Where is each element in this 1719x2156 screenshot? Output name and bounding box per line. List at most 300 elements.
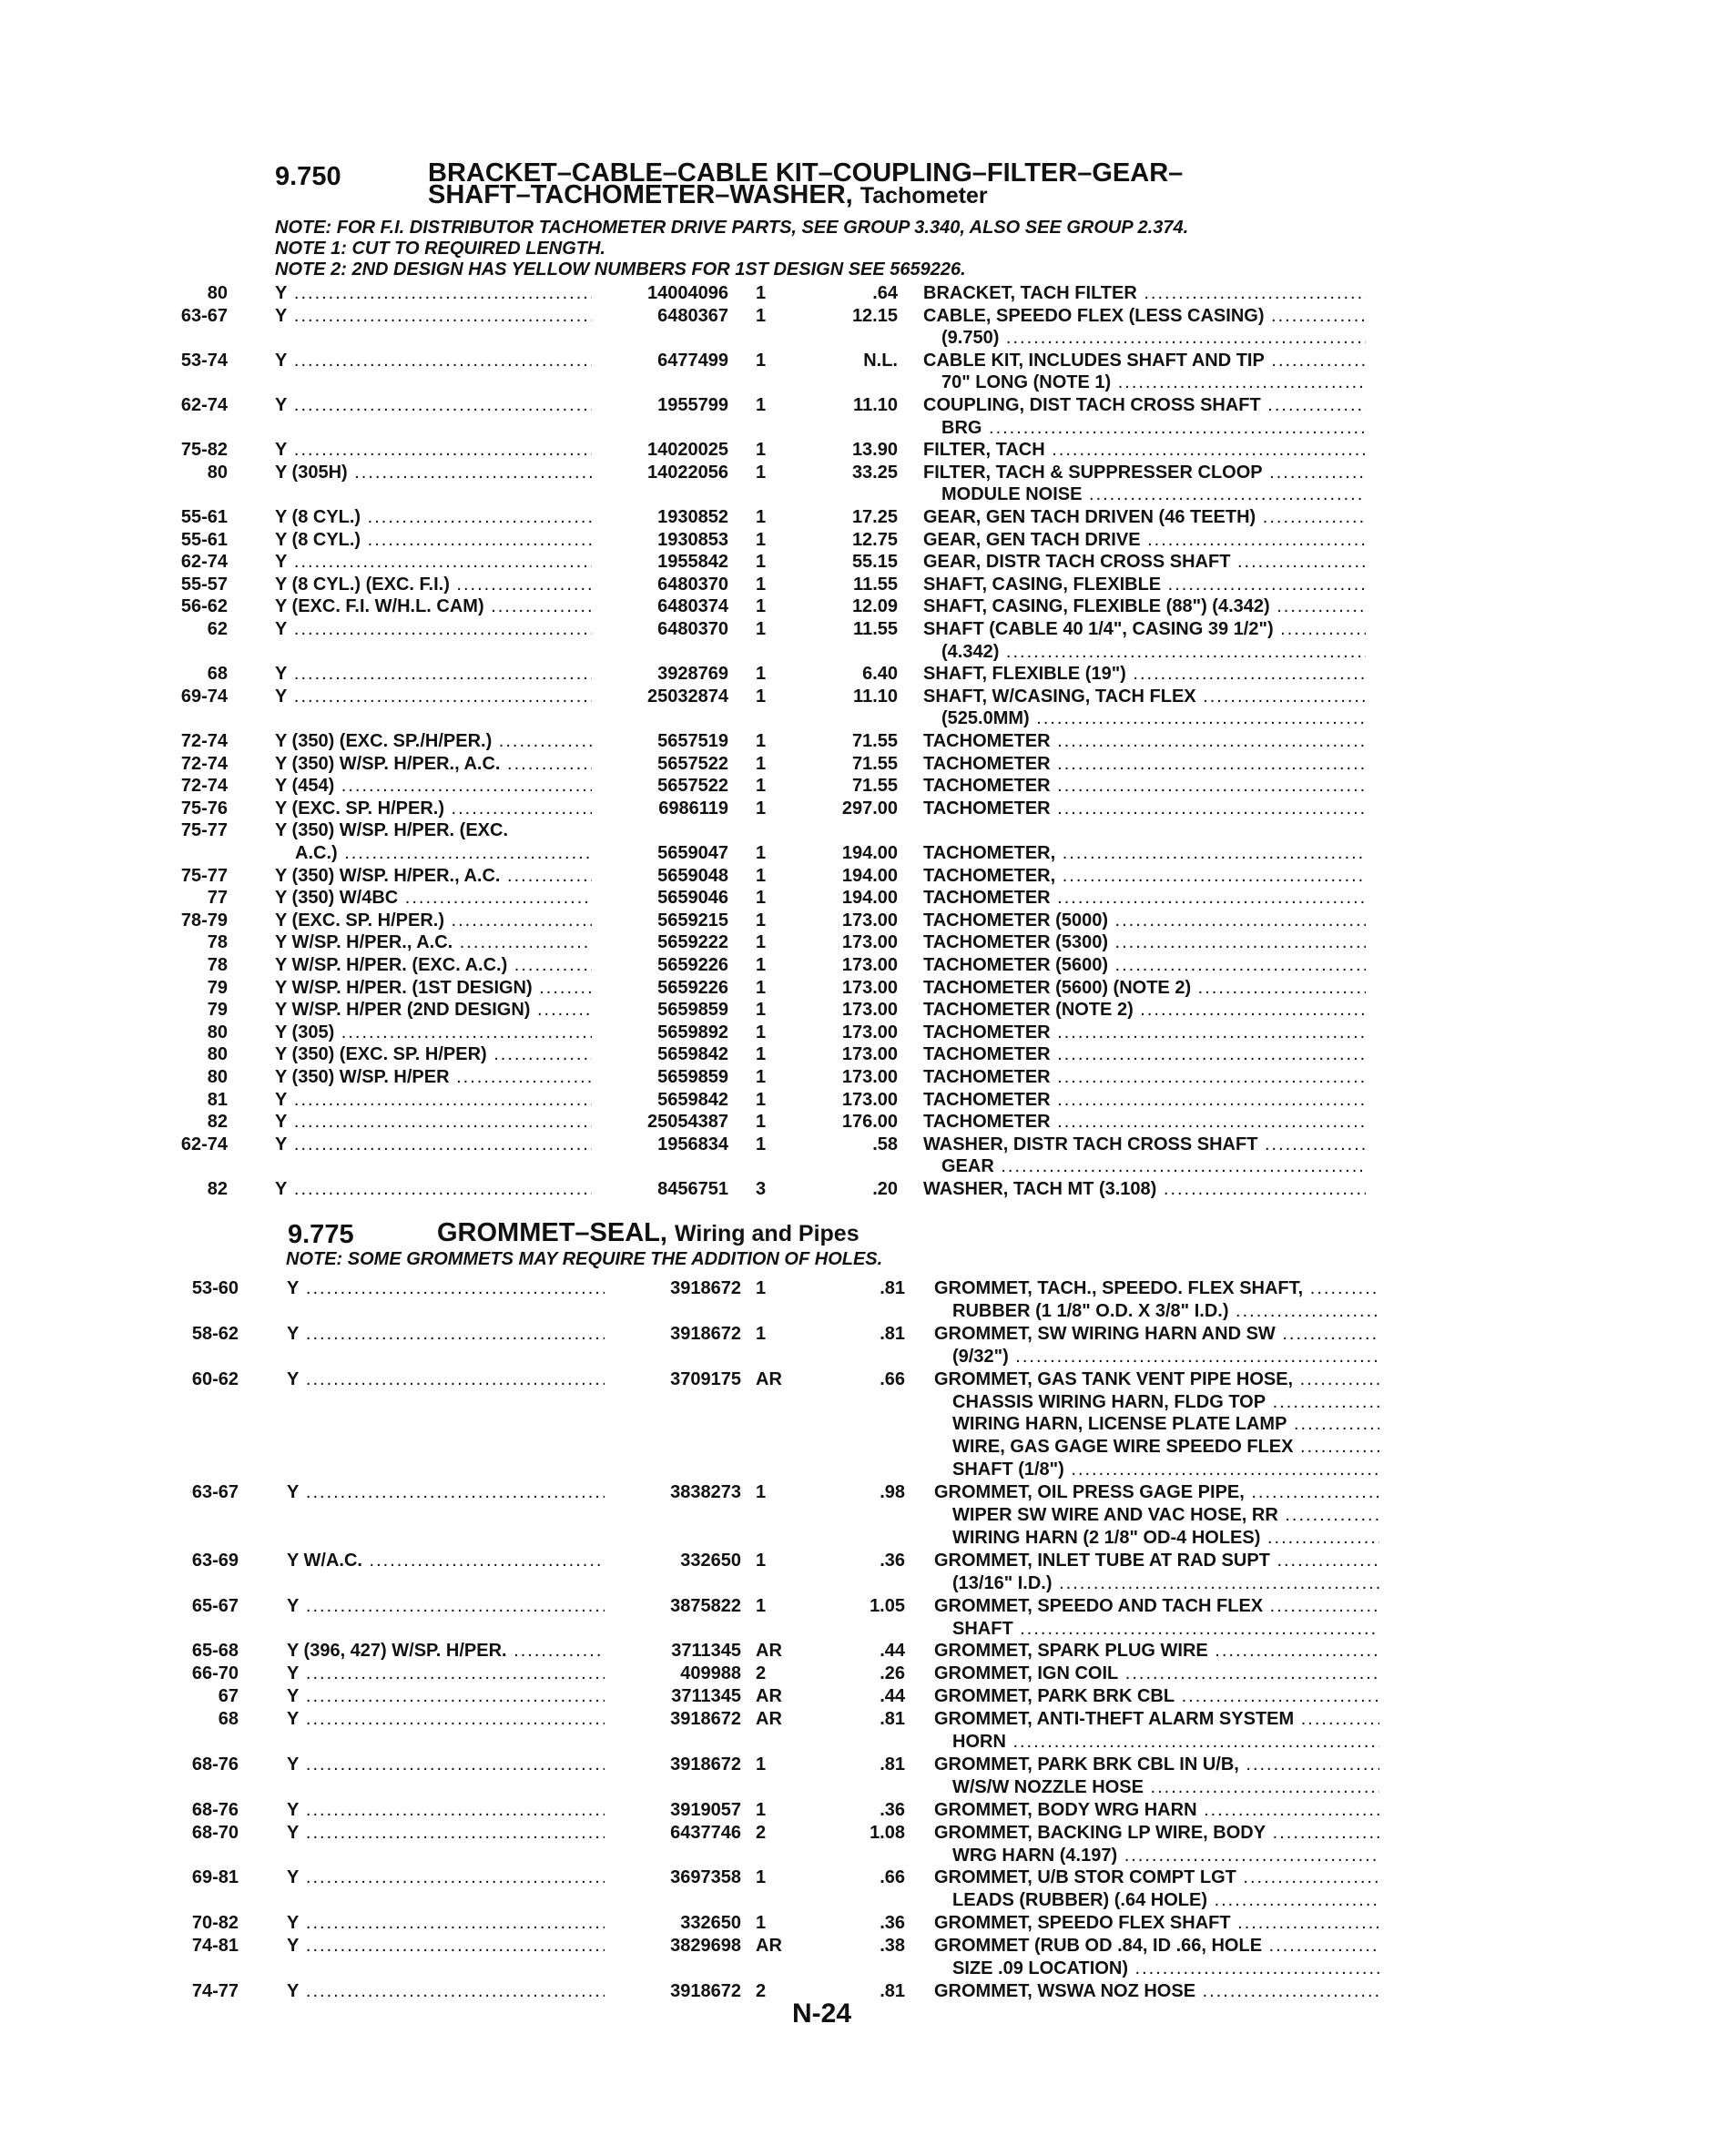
section-title-line1: BRACKET–CABLE–CABLE KIT–COUPLING–FILTER–GEAR– <box>428 158 1184 188</box>
years-cell: 56-62 <box>180 596 228 617</box>
description-cell: TACHOMETER ..... <box>923 730 1366 753</box>
description-continuation: (9/32") ..... <box>952 1346 1379 1368</box>
table-row <box>0 305 1719 328</box>
description-continuation: GEAR ..... <box>941 1155 1366 1178</box>
description-continuation: (13/16" I.D.) ..... <box>952 1572 1379 1595</box>
years-cell: 80 <box>207 1022 228 1042</box>
price-cell: 71.55 <box>851 753 898 774</box>
description-cell: GROMMET, PARK BRK CBL IN U/B, ..... <box>934 1754 1379 1776</box>
description-cell: TACHOMETER (NOTE 2) ..... <box>923 999 1366 1022</box>
application-cell: Y (305H) ..... <box>275 462 592 484</box>
application-cell: Y ..... <box>287 1822 605 1845</box>
application-cell: Y ..... <box>287 1912 605 1935</box>
quantity-cell: 1 <box>756 350 767 371</box>
price-cell: 194.00 <box>841 843 898 863</box>
part-number-cell: 8456751 <box>657 1179 728 1199</box>
description-cell: GROMMET, WSWA NOZ HOSE ..... <box>934 1980 1379 2003</box>
description-cell: TACHOMETER ..... <box>923 1089 1366 1112</box>
table-row <box>0 931 1719 954</box>
application-cell: Y ..... <box>287 1663 605 1685</box>
description-cell: TACHOMETER (5000) ..... <box>923 910 1366 932</box>
quantity-cell: 1 <box>756 1067 767 1087</box>
table-row <box>0 1980 1719 2003</box>
part-number-cell: 332650 <box>680 1550 741 1571</box>
description-cell: FILTER, TACH ..... <box>923 439 1366 462</box>
description-cell: GEAR, GEN TACH DRIVEN (46 TEETH) ..... <box>923 506 1366 529</box>
price-cell: 33.25 <box>851 462 898 483</box>
price-cell: 11.10 <box>853 395 898 415</box>
price-cell: .26 <box>880 1663 905 1684</box>
application-cell: Y ..... <box>287 1935 605 1958</box>
description-cell: GROMMET, SW WIRING HARN AND SW ..... <box>934 1323 1379 1346</box>
price-cell: 13.90 <box>851 440 898 461</box>
table-row <box>0 1822 1719 1845</box>
years-cell: 67 <box>218 1686 239 1707</box>
part-number-cell: 5659226 <box>657 955 728 975</box>
quantity-cell: 1 <box>756 910 767 931</box>
price-cell: .44 <box>880 1686 905 1707</box>
application-cell: Y (350) (EXC. SP. H/PER) ..... <box>275 1043 592 1066</box>
application-cell: Y ..... <box>275 350 592 372</box>
part-number-cell: 3829698 <box>670 1936 741 1957</box>
years-cell: 72-74 <box>180 731 228 751</box>
description-cell: BRACKET, TACH FILTER ..... <box>923 282 1366 305</box>
note-line: NOTE: FOR F.I. DISTRIBUTOR TACHOMETER DRIVE PARTS, SEE GROUP 3.340, ALSO SEE GROUP 2.374. <box>275 218 1189 238</box>
years-cell: 60-62 <box>191 1368 239 1389</box>
description-cell: TACHOMETER ..... <box>923 887 1366 910</box>
years-cell: 65-68 <box>191 1641 239 1662</box>
table-row <box>0 282 1719 305</box>
description-continuation: BRG ..... <box>941 417 1366 440</box>
description-continuation: MODULE NOISE ..... <box>941 483 1366 506</box>
quantity-cell: 2 <box>756 1663 767 1684</box>
quantity-cell: 1 <box>756 865 767 886</box>
description-continuation: RUBBER (1 1/8" O.D. X 3/8" I.D.) ..... <box>952 1300 1379 1323</box>
part-number-cell: 3838273 <box>670 1482 741 1503</box>
price-cell: .66 <box>880 1368 905 1389</box>
years-cell: 55-57 <box>180 574 228 595</box>
table-row <box>0 910 1719 932</box>
part-number-cell: 14020025 <box>647 440 728 461</box>
table-row <box>0 1043 1719 1066</box>
part-number-cell: 5659046 <box>657 888 728 909</box>
price-cell: .98 <box>880 1482 905 1503</box>
quantity-cell: 1 <box>756 619 767 639</box>
part-number-cell: 5659222 <box>657 932 728 953</box>
price-cell: .64 <box>872 283 898 303</box>
part-number-cell: 5659226 <box>657 977 728 998</box>
table-row <box>0 1685 1719 1708</box>
application-cell: Y (350) W/SP. H/PER ..... <box>275 1066 592 1089</box>
price-cell: 55.15 <box>851 552 898 573</box>
description-continuation: W/S/W NOZZLE HOSE ..... <box>952 1776 1379 1799</box>
price-cell: .58 <box>872 1134 898 1154</box>
description-cell: SHAFT, W/CASING, TACH FLEX ..... <box>923 686 1366 708</box>
table-row <box>0 1277 1719 1300</box>
table-row <box>0 1481 1719 1504</box>
section-title <box>428 158 1184 209</box>
description-cell: TACHOMETER ..... <box>923 1111 1366 1134</box>
quantity-cell: 1 <box>756 440 767 461</box>
description-cell: SHAFT, CASING, FLEXIBLE (88") (4.342) ..... <box>923 595 1366 618</box>
application-cell: Y ..... <box>287 1685 605 1708</box>
price-cell: 194.00 <box>841 865 898 886</box>
application-cell: Y ..... <box>275 618 592 641</box>
application-cell: Y (8 CYL.) ..... <box>275 506 592 529</box>
table-row <box>0 574 1719 596</box>
part-number-cell: 6480370 <box>657 574 728 595</box>
application-cell: Y ..... <box>287 1799 605 1822</box>
table-row <box>0 663 1719 686</box>
price-cell: .81 <box>880 1754 905 1775</box>
years-cell: 63-67 <box>180 305 228 326</box>
table-row <box>0 1663 1719 1685</box>
table-row <box>0 1754 1719 1776</box>
description-cell: GROMMET, ANTI-THEFT ALARM SYSTEM ..... <box>934 1708 1379 1731</box>
table-row <box>0 887 1719 910</box>
application-cell: Y ..... <box>275 1111 592 1134</box>
description-cell: TACHOMETER ..... <box>923 798 1366 820</box>
description-cell: TACHOMETER ..... <box>923 1066 1366 1089</box>
years-cell: 62-74 <box>180 395 228 415</box>
years-cell: 68 <box>207 664 228 685</box>
quantity-cell: 1 <box>756 596 767 617</box>
description-continuation: WIRING HARN, LICENSE PLATE LAMP ..... <box>952 1413 1379 1436</box>
description-cell: TACHOMETER (5300) ..... <box>923 931 1366 954</box>
part-number-cell: 5659215 <box>657 910 728 931</box>
quantity-cell: 1 <box>756 552 767 573</box>
quantity-cell: 1 <box>756 1754 767 1775</box>
quantity-cell: 1 <box>756 932 767 953</box>
price-cell: .20 <box>872 1179 898 1199</box>
application-cell: Y W/SP. H/PER. (EXC. A.C.) ..... <box>275 954 592 977</box>
table-row <box>0 1935 1719 1958</box>
price-cell: 173.00 <box>841 932 898 953</box>
price-cell: 173.00 <box>841 910 898 931</box>
application-cell: Y W/SP. H/PER., A.C. ..... <box>275 931 592 954</box>
description-cell: COUPLING, DIST TACH CROSS SHAFT ..... <box>923 394 1366 417</box>
years-cell: 74-77 <box>191 1980 239 2001</box>
years-cell: 79 <box>207 1000 228 1021</box>
price-cell: 173.00 <box>841 1044 898 1065</box>
quantity-cell: 1 <box>756 686 767 707</box>
quantity-cell: 1 <box>756 1799 767 1820</box>
description-cell: GROMMET, SPEEDO FLEX SHAFT ..... <box>934 1912 1379 1935</box>
price-cell: 173.00 <box>841 977 898 998</box>
description-continuation: (525.0MM) ..... <box>941 707 1366 730</box>
quantity-cell: 1 <box>756 395 767 415</box>
years-cell: 75-77 <box>180 865 228 886</box>
part-number-cell: 332650 <box>680 1913 741 1934</box>
price-cell: .66 <box>880 1867 905 1888</box>
description-cell: TACHOMETER ..... <box>923 775 1366 798</box>
description-cell: GROMMET, BODY WRG HARN ..... <box>934 1799 1379 1822</box>
part-number-cell: 3697358 <box>670 1867 741 1888</box>
application-cell: Y (8 CYL.) (EXC. F.I.) ..... <box>275 574 592 596</box>
years-cell: 75-76 <box>180 798 228 819</box>
application-cell: Y (8 CYL.) ..... <box>275 529 592 552</box>
description-continuation: WIPER SW WIRE AND VAC HOSE, RR ..... <box>952 1504 1379 1527</box>
price-cell: .81 <box>880 1323 905 1344</box>
description-cell: GROMMET, INLET TUBE AT RAD SUPT ..... <box>934 1550 1379 1572</box>
price-cell: 71.55 <box>851 776 898 797</box>
part-number-cell: 3918672 <box>670 1323 741 1344</box>
years-cell: 72-74 <box>180 753 228 774</box>
description-cell: WASHER, DISTR TACH CROSS SHAFT ..... <box>923 1134 1366 1156</box>
description-continuation: CHASSIS WIRING HARN, FLDG TOP ..... <box>952 1391 1379 1414</box>
application-cell: Y (350) W/SP. H/PER., A.C. ..... <box>275 865 592 888</box>
quantity-cell: 1 <box>756 664 767 685</box>
part-number-cell: 25032874 <box>647 686 728 707</box>
table-row <box>0 1912 1719 1935</box>
part-number-cell: 3918672 <box>670 1754 741 1775</box>
description-cell: CABLE KIT, INCLUDES SHAFT AND TIP ..... <box>923 350 1366 372</box>
table-row <box>0 1089 1719 1112</box>
quantity-cell: 1 <box>756 1134 767 1154</box>
part-number-cell: 3875822 <box>670 1595 741 1616</box>
price-cell: 173.00 <box>841 1067 898 1087</box>
years-cell: 68 <box>218 1709 239 1730</box>
years-cell: 69-81 <box>191 1867 239 1888</box>
quantity-cell: 1 <box>756 1323 767 1344</box>
quantity-cell: 1 <box>756 955 767 975</box>
table-row <box>0 1550 1719 1572</box>
price-cell: 17.25 <box>851 507 898 527</box>
table-row <box>0 999 1719 1022</box>
description-cell: GEAR, DISTR TACH CROSS SHAFT ..... <box>923 551 1366 574</box>
description-continuation: WIRE, GAS GAGE WIRE SPEEDO FLEX ..... <box>952 1436 1379 1459</box>
quantity-cell: 1 <box>756 1595 767 1616</box>
application-cell: Y (EXC. F.I. W/H.L. CAM) ..... <box>275 595 592 618</box>
years-cell: 70-82 <box>191 1913 239 1934</box>
quantity-cell: 1 <box>756 798 767 819</box>
years-cell: 66-70 <box>191 1663 239 1684</box>
application-cell: Y ..... <box>275 1134 592 1156</box>
part-number-cell: 1955799 <box>657 395 728 415</box>
table-row <box>0 1066 1719 1089</box>
application-cell: Y W/A.C. ..... <box>287 1550 605 1572</box>
years-cell: 79 <box>207 977 228 998</box>
description-cell: GROMMET, TACH., SPEEDO. FLEX SHAFT, ..... <box>934 1277 1379 1300</box>
part-number-cell: 5659892 <box>657 1022 728 1042</box>
application-cell: Y W/SP. H/PER. (1ST DESIGN) ..... <box>275 977 592 1000</box>
application-cell: Y (EXC. SP. H/PER.) ..... <box>275 910 592 932</box>
table-row <box>0 842 1719 865</box>
table-row <box>0 618 1719 641</box>
table-row <box>0 1708 1719 1731</box>
price-cell: N.L. <box>863 350 898 371</box>
table-row <box>0 551 1719 574</box>
table-row <box>0 977 1719 1000</box>
application-cell: Y (350) W/4BC ..... <box>275 887 592 910</box>
years-cell: 78-79 <box>180 910 228 931</box>
quantity-cell: 1 <box>756 1022 767 1042</box>
part-number-cell: 6437746 <box>670 1822 741 1843</box>
application-cell: Y ..... <box>275 305 592 328</box>
description-continuation: HORN ..... <box>952 1731 1379 1754</box>
price-cell: 173.00 <box>841 1022 898 1042</box>
years-cell: 80 <box>207 1044 228 1065</box>
price-cell: 6.40 <box>862 664 898 685</box>
quantity-cell: 1 <box>756 283 767 303</box>
description-cell: SHAFT (CABLE 40 1/4", CASING 39 1/2") ..... <box>923 618 1366 641</box>
price-cell: 11.55 <box>853 619 898 639</box>
table-row <box>0 1866 1719 1889</box>
quantity-cell: 1 <box>756 776 767 797</box>
application-cell: Y ..... <box>275 1089 592 1112</box>
part-number-cell: 5657519 <box>657 731 728 751</box>
years-cell: 68-76 <box>191 1754 239 1775</box>
table-row <box>0 462 1719 484</box>
part-number-cell: 14022056 <box>647 462 728 483</box>
quantity-cell: 2 <box>756 1980 767 2001</box>
part-number-cell: 6480370 <box>657 619 728 639</box>
application-cell: Y ..... <box>287 1277 605 1300</box>
years-cell: 78 <box>207 932 228 953</box>
quantity-cell: 3 <box>756 1179 767 1199</box>
description-cell: GROMMET, IGN COIL ..... <box>934 1663 1379 1685</box>
part-number-cell: 3711345 <box>671 1686 741 1707</box>
part-number-cell: 1955842 <box>657 552 728 573</box>
application-cell: Y (396, 427) W/SP. H/PER. ..... <box>287 1640 605 1663</box>
years-cell: 72-74 <box>180 776 228 797</box>
table-row <box>0 775 1719 798</box>
application-cell: A.C.) ..... <box>295 842 592 865</box>
price-cell: 11.55 <box>853 574 898 595</box>
table-row <box>0 1368 1719 1391</box>
years-cell: 80 <box>207 1067 228 1087</box>
quantity-cell: 1 <box>756 1278 767 1298</box>
quantity-cell: 1 <box>756 1112 767 1133</box>
application-cell: Y (350) (EXC. SP./H/PER.) ..... <box>275 730 592 753</box>
application-cell: Y ..... <box>287 1323 605 1346</box>
application-cell: Y ..... <box>275 1178 592 1201</box>
application-cell: Y (EXC. SP. H/PER.) ..... <box>275 798 592 820</box>
description-cell: TACHOMETER ..... <box>923 1022 1366 1044</box>
price-cell: 297.00 <box>841 798 898 819</box>
price-cell: .36 <box>880 1799 905 1820</box>
part-number-cell: 5657522 <box>657 776 728 797</box>
section-title-line2-text: SHAFT–TACHOMETER–WASHER, <box>428 180 853 209</box>
part-number-cell: 6480374 <box>657 596 728 617</box>
application-cell: Y (454) ..... <box>275 775 592 798</box>
years-cell: 62-74 <box>180 1134 228 1154</box>
quantity-cell: AR <box>756 1686 782 1707</box>
description-cell: TACHOMETER ..... <box>923 1043 1366 1066</box>
description-cell: GROMMET, BACKING LP WIRE, BODY ..... <box>934 1822 1379 1845</box>
note-line: NOTE 2: 2ND DESIGN HAS YELLOW NUMBERS FOR 1ST DESIGN SEE 5659226. <box>275 259 966 280</box>
description-cell: TACHOMETER (5600) (NOTE 2) ..... <box>923 977 1366 1000</box>
quantity-cell: 1 <box>756 843 767 863</box>
years-cell: 78 <box>207 955 228 975</box>
table-row <box>0 350 1719 372</box>
quantity-cell: 2 <box>756 1822 767 1843</box>
price-cell: .36 <box>880 1550 905 1571</box>
section-number: 9.775 <box>288 1220 354 1249</box>
part-number-cell: 409988 <box>680 1663 741 1684</box>
table-row <box>0 529 1719 552</box>
application-cell: Y ..... <box>275 551 592 574</box>
quantity-cell: AR <box>756 1709 782 1730</box>
table-row <box>0 1799 1719 1822</box>
application-cell: Y (350) W/SP. H/PER., A.C. ..... <box>275 753 592 776</box>
table-row <box>0 506 1719 529</box>
application-cell: Y (350) W/SP. H/PER. (EXC. <box>275 820 509 841</box>
description-cell: FILTER, TACH & SUPPRESSER CLOOP ..... <box>923 462 1366 484</box>
years-cell: 75-82 <box>180 440 228 461</box>
description-continuation: WIRING HARN (2 1/8" OD-4 HOLES) ..... <box>952 1527 1379 1550</box>
table-row <box>0 1022 1719 1044</box>
part-number-cell: 5659048 <box>657 865 728 886</box>
price-cell: 173.00 <box>841 1000 898 1021</box>
application-cell: Y ..... <box>287 1754 605 1776</box>
description-cell: SHAFT, CASING, FLEXIBLE ..... <box>923 574 1366 596</box>
price-cell: 12.09 <box>851 596 898 617</box>
price-cell: .81 <box>880 1980 905 2001</box>
years-cell: 68-76 <box>191 1799 239 1820</box>
quantity-cell: 1 <box>756 1550 767 1571</box>
description-cell: GROMMET, PARK BRK CBL ..... <box>934 1685 1379 1708</box>
part-number-cell: 3709175 <box>670 1368 741 1389</box>
table-row <box>0 798 1719 820</box>
table-row <box>0 1111 1719 1134</box>
part-number-cell: 3919057 <box>670 1799 741 1820</box>
table-row <box>0 954 1719 977</box>
part-number-cell: 1956834 <box>657 1134 728 1154</box>
years-cell: 65-67 <box>191 1595 239 1616</box>
price-cell: 12.75 <box>851 529 898 550</box>
part-number-cell: 5659859 <box>657 1000 728 1021</box>
years-cell: 80 <box>207 462 228 483</box>
table-row <box>0 865 1719 888</box>
part-number-cell: 6477499 <box>657 350 728 371</box>
table-row <box>0 686 1719 708</box>
years-cell: 82 <box>207 1112 228 1133</box>
application-cell: Y ..... <box>275 686 592 708</box>
page-number: N-24 <box>792 1998 852 2029</box>
quantity-cell: 1 <box>756 1000 767 1021</box>
note-line: NOTE: SOME GROMMETS MAY REQUIRE THE ADDITION OF HOLES. <box>286 1249 883 1269</box>
part-number-cell: 3711345 <box>671 1641 741 1662</box>
price-cell: .38 <box>880 1936 905 1957</box>
quantity-cell: 1 <box>756 1482 767 1503</box>
description-continuation: 70" LONG (NOTE 1) ..... <box>941 371 1366 394</box>
part-number-cell: 6480367 <box>657 305 728 326</box>
application-cell: Y W/SP. H/PER (2ND DESIGN) ..... <box>275 999 592 1022</box>
description-continuation: SIZE .09 LOCATION) ..... <box>952 1958 1379 1980</box>
part-number-cell: 1930853 <box>657 529 728 550</box>
price-cell: 71.55 <box>851 731 898 751</box>
application-cell: Y ..... <box>275 394 592 417</box>
description-continuation: LEADS (RUBBER) (.64 HOLE) ..... <box>952 1889 1379 1912</box>
quantity-cell: 1 <box>756 731 767 751</box>
years-cell: 80 <box>207 283 228 303</box>
quantity-cell: 1 <box>756 888 767 909</box>
price-cell: .44 <box>880 1641 905 1662</box>
description-cell: TACHOMETER (5600) ..... <box>923 954 1366 977</box>
description-cell: GROMMET (RUB OD .84, ID .66, HOLE ..... <box>934 1935 1379 1958</box>
application-cell: Y ..... <box>287 1708 605 1731</box>
quantity-cell: 1 <box>756 1867 767 1888</box>
years-cell: 77 <box>207 888 228 909</box>
price-cell: 12.15 <box>851 305 898 326</box>
part-number-cell: 3918672 <box>670 1278 741 1298</box>
application-cell: Y ..... <box>275 439 592 462</box>
years-cell: 81 <box>207 1089 228 1110</box>
part-number-cell: 3918672 <box>670 1709 741 1730</box>
price-cell: 173.00 <box>841 1089 898 1110</box>
table-row <box>0 730 1719 753</box>
